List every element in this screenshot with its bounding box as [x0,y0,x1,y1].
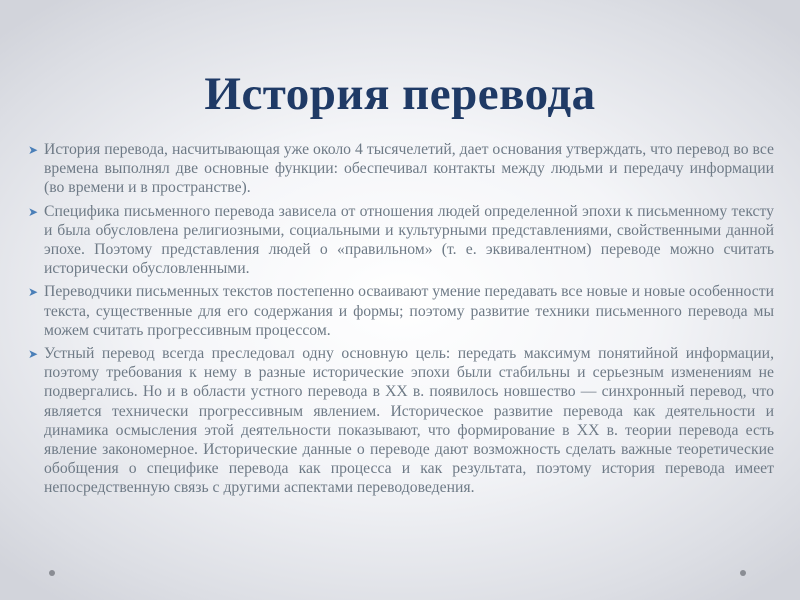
bullet-item [28,344,774,498]
bullet-text: Специфика письменного перевода зависела от отношения людей определенной эпохи к письменному тексту и была обусловлена религиозными, социальными и культурными представлениями, свойственными данной эпохе. Поэтому представления людей о «правильном» (т. е. эквивалентном) переводе можно считать исторически обусловленными. [44,202,774,278]
bullet-text: История перевода, насчитывающая уже около 4 тысячелетий, дает основания утверждать, что перевод во все времена выполнял две основные функции: обеспечивал контакты между людьми и передачу информации (во времени и в пространстве). [44,141,774,197]
bullet-item [28,140,774,198]
chevron-right-icon: ➤ [28,285,39,300]
bullet-item [28,202,774,279]
chevron-right-icon: ➤ [28,143,39,157]
chevron-right-icon: ➤ [28,347,39,362]
slide-title: История перевода [204,68,596,120]
bullet-list [28,140,774,502]
decorative-dot-left [49,570,55,576]
bullet-text: Переводчики письменных текстов постепенно осваивают умение передавать все новые и новые особенности текста, существенные для его содержания и формы; поэтому развитие техники письменного перевода мы можем считать прогрессивным процессом. [44,283,774,339]
bullet-item [28,282,774,340]
chevron-right-icon: ➤ [28,204,39,219]
decorative-dot-right [740,570,746,576]
bullet-text: Устный перевод всегда преследовал одну основную цель: передать максимум понятийной информации, поэтому требования к нему в разные исторические эпохи были стабильны и серьезным изменениям не подвергались. Но и в области устного перевода в XX в. появилось новшество — синхронный перевод, что является технически прогрессивным явлением. Историческое развитие перевода как деятельности и динамика осмысления этой деятельности показывают, что формирование в XX в. теории перевода есть явление закономерное. Исторические данные о переводе дают возможность сделать важные теоретические обобщения о специфике перевода как процесса и как результата, поэтому история перевода имеет непосредственную связь с другими аспектами переводоведения. [44,345,774,497]
